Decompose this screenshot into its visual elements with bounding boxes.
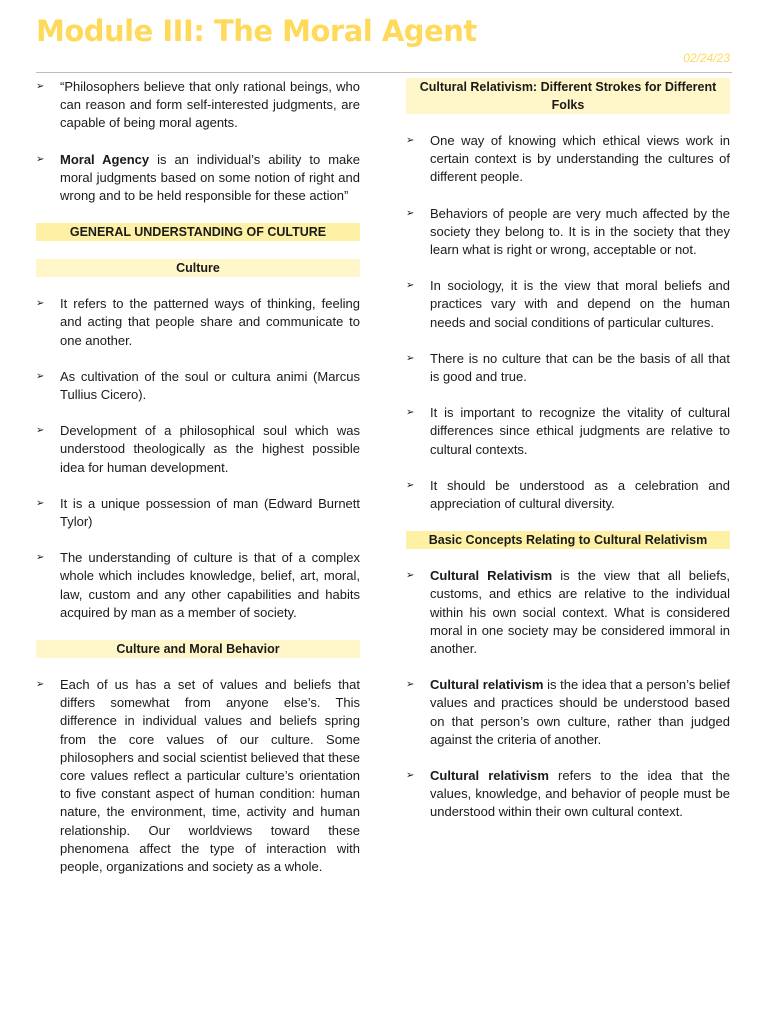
list-item: ➢ Cultural relativism refers to the idea that the values, knowledge, and behavior of people must be understood within their own cultural context. bbox=[406, 768, 730, 820]
list-item: ➢ Development of a philosophical soul which was understood theologically as the highest possible idea for human development. bbox=[36, 423, 360, 475]
arrow-bullet-icon: ➢ bbox=[406, 479, 415, 491]
arrow-bullet-icon: ➢ bbox=[36, 153, 45, 165]
list-item: ➢ It should be understood as a celebration and appreciation of cultural diversity. bbox=[406, 477, 730, 512]
arrow-bullet-icon: ➢ bbox=[406, 280, 415, 292]
list-item: ➢ It is important to recognize the vitality of cultural differences since ethical judgments are relative to cultural contexts. bbox=[406, 405, 730, 457]
arrow-bullet-icon: ➢ bbox=[36, 370, 45, 382]
arrow-bullet-icon: ➢ bbox=[406, 770, 415, 782]
list-item: ➢ Cultural relativism is the idea that a person’s belief values and practices should be understood based on that person’s own culture, rather than judged against the criteria of another. bbox=[406, 677, 730, 747]
section-heading-culture: Culture bbox=[36, 259, 360, 277]
arrow-bullet-icon: ➢ bbox=[406, 135, 415, 146]
list-item: ➢ Behaviors of people are very much affected by the society they belong to. It is in the society that they learn what is right or wrong, acceptable or not. bbox=[406, 205, 730, 258]
arrow-bullet-icon: ➢ bbox=[36, 298, 45, 310]
list-item: ➢ As cultivation of the soul or cultura animi (Marcus Tullius Cicero). bbox=[36, 368, 360, 403]
list-item: ➢ One way of knowing which ethical views work in certain context is by understanding the cultures of different people. bbox=[406, 133, 730, 185]
header-divider bbox=[36, 72, 732, 73]
list-item: ➢ There is no culture that can be the basis of all that is good and true. bbox=[406, 350, 730, 385]
section-heading-basic-concepts: Basic Concepts Relating to Cultural Relativism bbox=[406, 531, 730, 549]
date-label: 02/24/23 bbox=[683, 51, 730, 65]
list-item: ➢ It refers to the patterned ways of thinking, feeling and acting that people share and communicate to one another. bbox=[36, 296, 360, 348]
list-item: ➢ In sociology, it is the view that moral beliefs and practices vary with and depend on the human needs and social conditions of particular cultures. bbox=[406, 278, 730, 330]
page-title: Module III: The Moral Agent bbox=[36, 14, 477, 48]
list-item: ➢ “Philosophers believe that only rational beings, who can reason and form self-interested judgments, are capable of being moral agents. bbox=[36, 79, 360, 131]
section-heading-cultural-relativism: Cultural Relativism: Different Strokes for Different Folks bbox=[406, 78, 730, 114]
list-item: ➢ The understanding of culture is that of a complex whole which includes knowledge, belief, art, moral, law, custom and any other capabilities and habits acquired by man as a member of society. bbox=[36, 550, 360, 620]
arrow-bullet-icon: ➢ bbox=[36, 81, 45, 92]
list-item: ➢ It is a unique possession of man (Edward Burnett Tylor) bbox=[36, 495, 360, 530]
arrow-bullet-icon: ➢ bbox=[406, 570, 415, 582]
arrow-bullet-icon: ➢ bbox=[36, 552, 45, 564]
arrow-bullet-icon: ➢ bbox=[36, 679, 45, 691]
arrow-bullet-icon: ➢ bbox=[36, 497, 45, 509]
arrow-bullet-icon: ➢ bbox=[406, 352, 415, 364]
list-item: ➢ Cultural Relativism is the view that all beliefs, customs, and ethics are relative to the individual within his own social context. What is considered moral in one society may be considered immoral in another. bbox=[406, 568, 730, 657]
arrow-bullet-icon: ➢ bbox=[406, 679, 415, 691]
section-heading-moral-behavior: Culture and Moral Behavior bbox=[36, 640, 360, 658]
list-item: ➢ Each of us has a set of values and beliefs that differs somewhat from anyone else’s. This difference in individual values and beliefs spring from the core values of our culture. Some philosophers and social scientist believed that these core values reflect a particular culture’s orientation to five constant aspect of human condition: human nature, the environment, time, activity and human relationship. Our worldviews toward these phenomena affect the type of interaction with people, organizations and society as a whole. bbox=[36, 677, 360, 875]
right-column bbox=[406, 78, 730, 840]
section-heading-general: GENERAL UNDERSTANDING OF CULTURE bbox=[36, 223, 360, 241]
list-item: ➢ Moral Agency is an individual’s ability to make moral judgments based on some notion of right and wrong and to be held responsible for these action” bbox=[36, 151, 360, 204]
left-column bbox=[36, 78, 360, 894]
arrow-bullet-icon: ➢ bbox=[36, 425, 45, 437]
arrow-bullet-icon: ➢ bbox=[406, 407, 415, 419]
arrow-bullet-icon: ➢ bbox=[406, 207, 415, 219]
